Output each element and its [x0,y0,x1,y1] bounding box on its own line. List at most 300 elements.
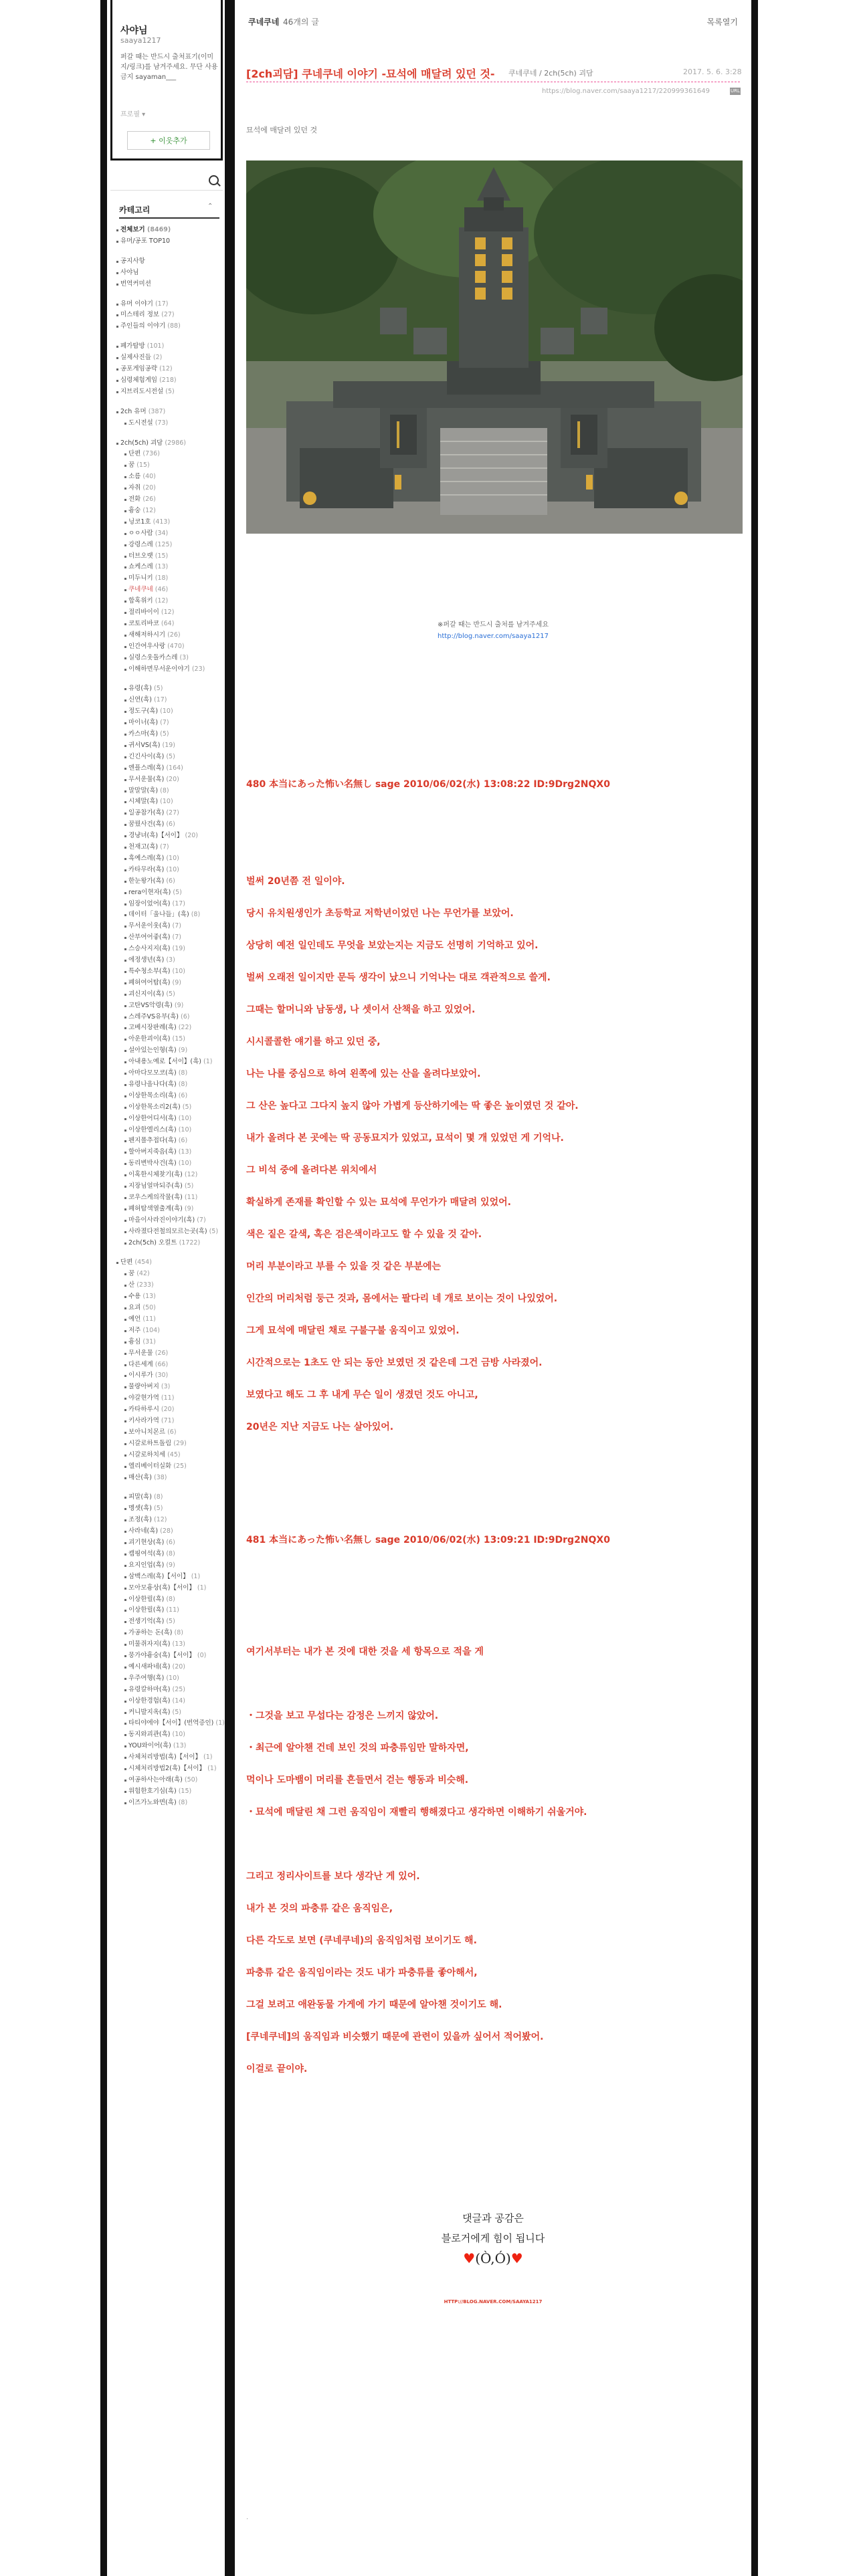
sidebar-category-item[interactable] [128,1160,191,1168]
sidebar-category-item[interactable] [120,269,139,277]
sidebar-category-label: 수용 [128,1293,141,1301]
copyright-text: ※퍼갈 때는 반드시 출처를 남겨주세요 [438,621,549,629]
sidebar-category-item[interactable] [128,832,198,840]
search-icon[interactable] [209,175,219,185]
bullet-icon [124,745,126,747]
sidebar-category-count: (25) [172,1685,186,1693]
sidebar-category-item[interactable] [128,1137,187,1145]
sidebar-category-label: 고탄VS악령(흑) [128,1001,173,1009]
sidebar-category-count: (13) [172,1640,186,1648]
sidebar-category-item[interactable] [120,408,165,416]
sidebar-category-item[interactable] [128,1270,150,1278]
sidebar-category-item[interactable] [128,1753,213,1761]
bullet-icon [124,1689,126,1691]
sidebar-category-label: 폐가탐방 [120,342,145,350]
sidebar-category-item[interactable] [128,1194,197,1202]
blog-link[interactable]: http://blog.naver.com/saaya1217 [437,633,549,640]
bullet-icon [124,1409,126,1411]
sidebar-category-item[interactable] [128,1103,191,1111]
sidebar-category-label: 심령체험게임 [120,376,158,384]
sidebar-category-count: (218) [159,376,177,384]
bullet-icon [124,994,126,996]
sidebar-category-item[interactable] [128,1394,174,1402]
sidebar-category-item[interactable] [128,855,179,863]
bullet-icon [124,1163,126,1165]
bullet-icon [124,1027,126,1029]
sidebar-category-label: 임장이었어(흑) [128,899,171,907]
sidebar-category-label: 특수청소부(흑) [128,967,171,975]
sidebar-category-item[interactable] [128,1527,173,1535]
sidebar-category-item[interactable] [128,1002,183,1010]
bullet-3: 먹이나 도마뱀이 머리를 흔들면서 걷는 행동과 비슷해. [246,1775,469,1786]
bullet-icon [124,1140,126,1142]
sidebar-category-item[interactable] [128,461,150,469]
bullet-icon [124,1243,126,1245]
sidebar-category-item[interactable] [128,1058,213,1066]
sidebar-category-item[interactable] [128,1239,200,1247]
sidebar-category-item[interactable] [120,354,162,362]
sidebar-category-item[interactable] [128,518,170,526]
sidebar-category-count: (101) [147,342,165,350]
sidebar-category-item[interactable] [128,1216,206,1224]
sidebar-category-item[interactable] [128,1573,200,1581]
sidebar-category-label: 꿈 [128,461,135,469]
sidebar-category-label: 동리변박사건(흑) [128,1160,177,1168]
bullet-icon [124,779,126,781]
sidebar-category-item[interactable] [128,764,183,772]
sidebar-category-item[interactable] [128,1505,163,1513]
sidebar-category-label: 예시새파네(흑) [128,1662,171,1671]
sidebar-category-item[interactable] [128,1788,191,1796]
sidebar-category-item[interactable] [128,1035,185,1043]
sidebar-category-item[interactable] [128,934,181,942]
bullet-icon [124,1285,126,1287]
sidebar-category-label: 설아있는인형(흑) [128,1047,177,1055]
sidebar-category-label: 정도구(흑) [128,708,159,716]
sidebar-category-item[interactable] [120,365,173,373]
bullet-icon [124,813,126,815]
sidebar-category-label: 지브리도시전설 [120,387,164,395]
post-subtitle: 묘석에 매달려 있던 것 [246,126,318,134]
sidebar-category-item[interactable] [120,377,177,385]
sidebar-category-item[interactable] [128,911,200,919]
bullet-icon [124,1678,126,1680]
sidebar-category-count: (20) [172,1662,186,1671]
sidebar-category-item[interactable] [128,1463,187,1471]
sidebar-category-count: (10) [160,708,173,716]
sidebar-category-label: 카타하루시 [128,1406,159,1414]
sidebar-category-item[interactable] [128,719,169,727]
sidebar-category-item[interactable] [128,631,181,639]
sidebar-category-item[interactable] [128,473,156,481]
bullet-icon [124,1152,126,1154]
bullet-icon [124,756,126,758]
sidebar-search[interactable] [110,173,223,191]
sidebar-category-item[interactable] [120,280,151,288]
sidebar-category-item[interactable] [128,1516,167,1524]
sidebar-category-item[interactable] [128,530,168,538]
sidebar-category-label: 스레주VS유부(흑) [128,1012,179,1021]
sidebar-category-item[interactable] [128,1069,187,1077]
sidebar-category-item[interactable] [128,1550,175,1558]
current-category[interactable]: 쿠네쿠네 [248,17,280,27]
sidebar-category-count: (14) [172,1697,186,1705]
sidebar-category-item[interactable] [120,388,175,396]
sidebar-category-item[interactable] [128,450,160,458]
post-title[interactable]: [2ch괴담] 쿠네쿠네 이야기 -묘석에 매달려 있던 것- [246,68,495,80]
sidebar-category-label: 실령스웃돌카스레 [128,653,178,661]
bullet-icon [124,533,126,535]
sidebar-category-label: 미두니키 [128,574,153,582]
post-category-path[interactable]: 쿠네쿠네 / 2ch(5ch) 괴담 [508,69,593,78]
bullet-2: ・최근에 알아챈 건데 보인 것의 파충류임만 말하자면, [246,1743,469,1753]
sidebar-category-label: 요괴 [128,1304,141,1311]
sidebar-category-count: (25) [173,1462,187,1470]
bullet-icon [124,1398,126,1400]
para-5: 그때는 할머니와 남동생, 나 셋이서 산책을 하고 있었어. [246,1004,476,1015]
sidebar-category-item[interactable] [128,1281,154,1289]
bullet-icon [124,1497,126,1499]
sidebar-category-label: 유머/공포 TOP10 [120,237,171,245]
bullet-icon [124,1432,126,1434]
sidebar-category-label: 괴신지이(흑) [128,990,165,998]
sidebar-category-item[interactable] [128,1697,185,1705]
sidebar-category-item[interactable] [128,1440,187,1448]
bullet-icon [124,1599,126,1601]
bullet-icon [124,937,126,939]
sidebar-category-item[interactable] [128,496,156,504]
para2-3: 다른 각도로 보면 (쿠네쿠네)의 움직임처럼 보이기도 해. [246,1935,477,1946]
bullet-icon [124,488,126,490]
sidebar-category-item[interactable] [120,300,168,308]
sidebar-category-item[interactable] [128,809,179,817]
profile-user-id: saaya1217 [120,36,161,45]
sidebar-category-count: (64) [161,619,175,627]
sidebar-category-item[interactable] [128,1047,187,1055]
sidebar-category-item[interactable] [128,1024,191,1032]
sidebar-category-item[interactable] [120,311,175,319]
sidebar-category-item[interactable] [128,843,169,851]
sidebar-category-label: 이상한엘리스(흑) [128,1125,177,1134]
bullet-icon [116,346,118,348]
sidebar-category-count: (10) [178,1125,192,1134]
sidebar-category-item[interactable] [128,1629,183,1637]
sidebar-category-item[interactable] [128,1731,185,1739]
sidebar-category-item[interactable] [128,1228,218,1236]
sidebar-category-label: 흉심 [128,1337,141,1346]
sidebar-category-label: 코우스케의작물(흑) [128,1193,183,1201]
sidebar-category-item[interactable] [128,1606,179,1614]
sidebar-category-label: 흉숭 [128,506,141,514]
sidebar-category-label: 예언 [128,1315,141,1323]
sidebar-category-item[interactable] [128,1742,186,1750]
sidebar-category-item[interactable] [128,1474,167,1482]
sidebar-category-count: (5) [166,752,175,760]
sidebar-category-item[interactable] [128,979,181,987]
sidebar-category-item[interactable] [128,956,175,964]
bullet-icon [116,229,118,231]
sidebar-category-item[interactable] [128,1092,187,1100]
sidebar-category-label: 강령스레 [128,540,153,548]
sidebar-category-item[interactable] [128,1675,179,1683]
sidebar-category-item[interactable] [128,945,185,953]
sidebar-category-item[interactable] [120,226,171,234]
sidebar-category-count: (5) [166,990,175,998]
sidebar-category-label: 단편 [128,450,141,458]
footer-url[interactable]: HTTP://BLOG.NAVER.COM/SAAYA1217 [444,2299,543,2304]
sidebar-category-item[interactable] [128,1361,168,1369]
bullet-icon [124,1768,126,1770]
sidebar-category-item[interactable] [128,753,175,761]
open-list-button[interactable]: 목록열기 [706,17,738,27]
sidebar-category-item[interactable] [128,1081,187,1089]
bullet-icon [124,669,126,671]
sidebar-category-item[interactable] [128,484,156,492]
sidebar-category-item[interactable] [128,922,181,930]
add-neighbor-button[interactable]: + 이웃추가 [127,131,210,150]
sidebar-category-count: (15) [178,1787,192,1795]
sidebar-category-item[interactable] [128,1304,156,1312]
sidebar-category-label: 미스테리 정보 [120,311,160,319]
sidebar-category-item[interactable] [128,1719,225,1727]
sidebar-category-item[interactable] [128,889,182,897]
sidebar-category-item[interactable] [128,990,175,998]
sidebar-category-item[interactable] [128,776,179,784]
sidebar-category-item[interactable] [128,1765,217,1773]
sidebar-category-item[interactable] [120,342,164,350]
sidebar-category-item[interactable] [128,1182,193,1190]
sidebar-category-count: (413) [153,518,171,526]
sidebar-category-item[interactable] [128,1709,181,1717]
sidebar-category-item[interactable] [128,419,168,427]
sidebar-category-item[interactable] [128,742,175,750]
sidebar-category-count: (7) [160,719,169,727]
sidebar-category-count: (0) [197,1652,207,1659]
sidebar-category-label: 이시루가 [128,1372,153,1380]
sidebar-category-item[interactable] [128,1115,191,1123]
bullet-icon [124,824,126,826]
bullet-icon [124,1712,126,1714]
sidebar-category-count: (8) [178,1080,188,1088]
bullet-icon [124,1508,126,1510]
sidebar-category-item[interactable] [128,643,185,651]
sidebar-category-item[interactable] [128,1350,168,1358]
sidebar-category-count: (12) [161,609,175,616]
bullet-icon [124,1005,126,1007]
post-url[interactable]: https://blog.naver.com/saaya1217/220999361649 [542,88,710,95]
bullet-icon [124,453,126,455]
sidebar-category-count: (20) [185,832,199,840]
bullet-icon [124,892,126,894]
sidebar-category-count: (125) [155,540,173,548]
sidebar-category-count: (13) [142,1293,156,1301]
bullet-icon [124,1553,126,1555]
sidebar-category-item[interactable] [128,1428,177,1436]
bullet-icon [116,304,118,306]
sidebar-category-item[interactable] [128,1776,197,1784]
sidebar-category-count: (26) [155,1349,169,1357]
sidebar-category-count: (2) [153,354,163,362]
sidebar-category-item[interactable] [128,1013,190,1021]
copyright-notice [235,619,751,642]
sidebar-category-item[interactable] [128,1417,174,1425]
post-count: 46개의 글 [283,17,319,27]
bullet-icon [124,1016,126,1018]
bullet-icon [124,1466,126,1468]
sidebar-category-label: 괴기현상(흑) [128,1539,165,1546]
bullet-icon [124,657,126,659]
sidebar-category-label: 사야님 [120,268,139,276]
sidebar-category-item[interactable] [128,1539,175,1547]
bullet-icon [124,1477,126,1479]
sidebar-category-item[interactable] [128,1493,163,1501]
sidebar-category-count: (27) [161,311,175,319]
sidebar-category-item[interactable] [120,439,186,447]
bullet-icon [116,368,118,370]
sidebar-category-count: (20) [142,484,156,492]
sidebar-category-item[interactable] [120,237,170,245]
sidebar-category-count: (12) [184,1171,198,1179]
bullet-icon [124,1364,126,1366]
sidebar-category-label: 2ch(5ch) 괴담 [120,439,163,447]
sidebar-category-label: 마이너(흑) [128,719,159,727]
sidebar-category-label: 아운한괴이(흑) [128,1035,171,1043]
bullet-icon [124,1455,126,1457]
sidebar-category-item[interactable] [128,586,168,594]
sidebar-category-item[interactable] [128,1148,191,1156]
sidebar-category-item[interactable] [128,1315,156,1323]
sidebar-category-item[interactable] [128,1383,170,1391]
bullet-icon [124,768,126,770]
sidebar-category-item[interactable] [128,552,168,560]
sidebar-category-item[interactable] [128,574,168,582]
sidebar-category-item[interactable] [128,1686,185,1694]
sidebar-category-item[interactable] [128,1451,181,1459]
bullet-icon [124,522,126,524]
sidebar-category-item[interactable] [128,541,172,549]
sidebar-category-count: (38) [153,1473,167,1481]
sidebar-category-item[interactable] [128,708,173,716]
bullet-icon [124,601,126,603]
intro-2: 여기서부터는 내가 본 것에 대한 것을 세 항목으로 적을 게 [246,1646,484,1657]
face-emoticon: (Ò,Ó) [475,2250,511,2266]
sidebar-category-count: (10) [178,1114,192,1122]
para-6: 시시콜콜한 얘기를 하고 있던 중, [246,1037,381,1047]
sidebar-category-label: 저주 [128,1326,141,1334]
sidebar-category-label: 이상한어디서(흑) [128,1114,177,1122]
bullet-icon [124,734,126,736]
bullet-icon [124,1531,126,1533]
sidebar-category-item[interactable] [128,900,185,908]
sidebar-category-label: 쿠네쿠네 [128,586,153,594]
sidebar-category-item[interactable] [128,563,168,571]
sidebar-category-label: 인간여우사랑 [128,642,166,650]
sidebar-category-item[interactable] [120,257,145,265]
sidebar-category-count: (45) [167,1451,181,1459]
sidebar-category-label: 일공참가(흑) [128,809,165,817]
sidebar-category-item[interactable] [128,968,185,976]
sidebar-category-item[interactable] [128,1618,175,1626]
sidebar-category-item[interactable] [128,609,174,617]
sidebar-category-label: 2ch(5ch) 오컬트 [128,1239,177,1247]
sidebar-category-count: (10) [166,865,179,873]
category-toggle-icon[interactable]: ⌃ [207,203,213,210]
sidebar-category-item[interactable] [128,1596,175,1604]
bullet-icon [124,1542,126,1544]
sidebar-category-count: (12) [142,506,156,514]
sidebar-category-label: 절리바이이 [128,609,159,616]
sidebar-category-count: (6) [166,1539,175,1546]
sidebar-category-item[interactable] [128,1171,197,1179]
sidebar-category-count: (7) [172,922,181,930]
sidebar-category-item[interactable] [120,1259,152,1267]
sidebar-category-item[interactable] [128,1372,168,1380]
sidebar-category-item[interactable] [120,322,181,330]
sidebar-category-item[interactable] [128,1663,185,1671]
url-copy-button[interactable]: URL [731,88,740,94]
sidebar-category-item[interactable] [128,866,179,874]
bullet-icon [124,1197,126,1199]
sidebar-category-count: (5) [209,1227,219,1235]
sidebar-category-item[interactable] [128,1640,185,1648]
sidebar-category-item[interactable] [128,597,168,605]
sidebar-category-item[interactable] [128,730,169,738]
sidebar-category-item[interactable] [128,685,163,693]
sidebar-category-item[interactable] [128,1652,206,1660]
sidebar-category-item[interactable] [128,1406,174,1414]
bullet-icon [124,1130,126,1132]
sidebar-category-count: (12) [153,1516,167,1524]
bullet-icon [124,1208,126,1210]
sidebar-category-item[interactable] [128,821,175,829]
sidebar-category-item[interactable] [128,696,167,704]
sidebar-category-item[interactable] [128,1562,175,1570]
sidebar-category-item[interactable] [128,654,189,662]
profile-link[interactable]: 프로필 ▾ [120,111,146,118]
sidebar-category-item[interactable] [128,798,173,806]
sidebar-category-count: (9) [166,1561,175,1569]
sidebar-category-item[interactable] [128,1293,156,1301]
sidebar-category-item[interactable] [128,665,205,673]
sidebar-category-item[interactable] [128,1327,160,1335]
sidebar-category-count: (470) [167,642,185,650]
sidebar-category-label: 이혹한시체찾기(흑) [128,1171,183,1179]
bullet-icon [124,1802,126,1804]
sidebar-category-item[interactable] [128,620,174,628]
sidebar-category-count: (42) [136,1270,150,1278]
bullet-icon [124,635,126,637]
sidebar-category-count: (40) [142,473,156,481]
sidebar-category-label: 모아모흉상(흑)【서이】 [128,1584,195,1592]
profile-nickname[interactable]: 사야님 [120,25,148,36]
sidebar-category-item[interactable] [128,1799,187,1807]
sidebar-category-item[interactable] [128,1126,191,1134]
sidebar-category-count: (9) [174,1001,184,1009]
para2-5: 그걸 보려고 애완동물 가게에 가기 때문에 알아챈 것이기도 해. [246,2000,502,2010]
sidebar-category-item[interactable] [128,507,156,515]
sidebar [107,0,225,2576]
para-11: 확실하게 존재를 확인할 수 있는 묘석에 무언가가 매달려 있었어. [246,1197,511,1208]
sidebar-category-item[interactable] [128,1584,206,1592]
sidebar-category-label: 합혹위키 [128,597,153,605]
heart-icon: ♥ [463,2250,476,2266]
sidebar-category-label: 매산(흑) [128,1473,152,1481]
sidebar-category-item[interactable] [128,787,169,795]
sidebar-category-item[interactable] [128,1205,193,1213]
sidebar-category-item[interactable] [128,877,175,885]
sidebar-category-count: (1) [207,1765,217,1772]
sidebar-category-item[interactable] [128,1338,156,1346]
